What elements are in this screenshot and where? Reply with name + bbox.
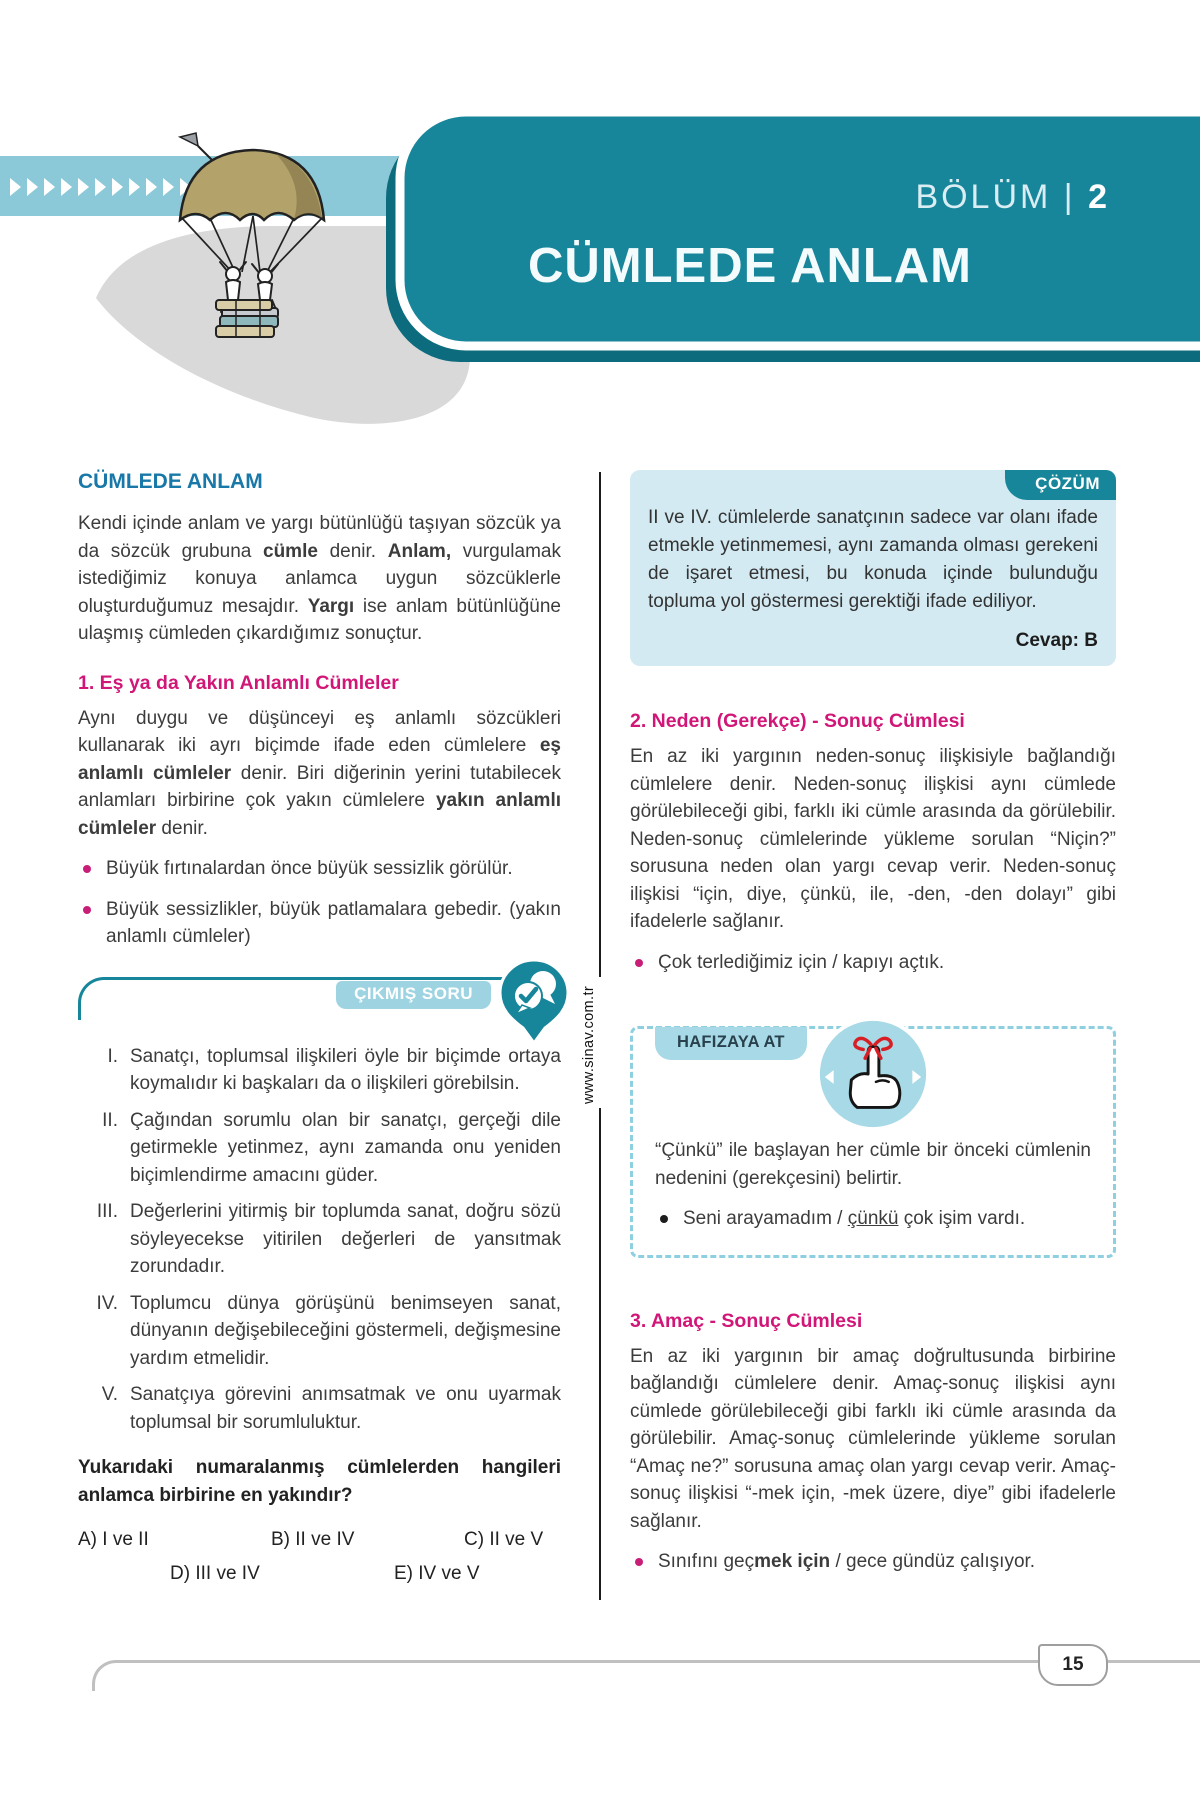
chapter-label: BÖLÜM | [915, 178, 1076, 216]
topic-heading: CÜMLEDE ANLAM [78, 470, 263, 493]
answer-options-row1 [78, 1529, 561, 1551]
list-item: V. Sanatçıya görevini anımsatmak ve onu uyarmak toplumsal bir sorumluluktur. [101, 1384, 561, 1433]
example-bullet: Seni arayamadım / çünkü çok işim vardı. [655, 1205, 1091, 1233]
bullet-dot-icon [660, 1215, 668, 1223]
memory-tip-text: “Çünkü” ile başlayan her cümle bir önceki cümlenin nedenini (gerekçesini) belirtir. [655, 1140, 1091, 1189]
option-c: C) II ve V [464, 1529, 544, 1550]
section3-paragraph: En az iki yargının bir amaç doğrultusunda birbirine bağlandığı cümlelere denir. Amaç-sonuç ilişkisi aynı cümlede görülebileceği gibi farklı iki cümle arasında da görülebilir. Amaç-sonuç cümlelerinde yükleme sorulan “Amaç ne?” sorusuna amaç olan yargı cevap verir. Amaç-sonuç ilişkisi “-mek için, -mek üzere, diye” gibi ifadelerle sağlanır. [630, 1345, 1116, 1532]
section1-heading: 1. Eş ya da Yakın Anlamlı Cümleler [78, 671, 399, 694]
column-divider [599, 1108, 601, 1600]
question-text: Yukarıdaki numaralanmış cümlelerden hangileri anlamca birbirine en yakındır? [78, 1457, 561, 1506]
book-stack [216, 300, 278, 337]
right-column [630, 470, 1116, 1576]
numbered-statements [78, 1043, 561, 1437]
solution-text: II ve IV. cümlelerde sanatçının sadece var olanı ifade etmekle yetinmemesi, aynı zamanda olması gerekeni de işaret etmesi, bu konuda içinde bulunduğu topluma yol göstermesi gerektiği ifade ediliyor. [648, 507, 1098, 612]
past-exam-question-box [78, 973, 561, 1031]
publisher-watermark: www.sinav.com.tr [581, 985, 597, 1104]
memory-box-label: HAFIZAYA AT [655, 1027, 807, 1060]
memory-tip-box [630, 1026, 1116, 1258]
solution-box-label: ÇÖZÜM [1005, 470, 1116, 500]
bullet-dot-icon [635, 1558, 643, 1566]
parachute-books-illustration [156, 122, 346, 340]
column-divider [599, 472, 601, 977]
section1-paragraph: Aynı duygu ve düşünceyi eş anlamlı sözcükleri kullanarak iki ayrı biçimde ifade eden cümlelere eş anlamlı cümleler denir. Biri diğerinin yerini tutabilecek anlamları birbirine çok yakın cümlelere yakın anlamlı cümleler denir. [78, 707, 562, 839]
left-column [78, 470, 561, 1585]
page-title: CÜMLEDE ANLAM [528, 239, 972, 293]
option-d: D) III ve IV [170, 1563, 260, 1584]
option-a: A) I ve II [78, 1529, 149, 1550]
page-number: 15 [1038, 1644, 1108, 1686]
answer-key: Cevap: B [1015, 630, 1098, 651]
option-e: E) IV ve V [394, 1563, 480, 1584]
section3 [630, 1310, 1116, 1576]
option-b: B) II ve IV [271, 1529, 355, 1550]
example-bullet: Sınıfını geçmek için / gece gündüz çalışıyor. [630, 1548, 1116, 1576]
bullet-dot-icon [635, 959, 643, 967]
section2-paragraph: En az iki yargının neden-sonuç ilişkisiyle bağlandığı cümlelere denir. Neden-sonuç ilişkisi aynı cümlede görülebileceği gibi, farklı iki cümle arasında da görülebilir. Neden-sonuç cümlelerinde yükleme sorulan “Niçin?” sorusuna neden olan yargı cevap verir. Neden-sonuç ilişkisi “için, diye, çünkü, ile, -den, -den dolayı” gibi ifadelerle sağlanır. [630, 746, 1116, 932]
example-bullet: Büyük fırtınalardan önce büyük sessizlik görülür. [78, 855, 561, 883]
flag-icon [180, 133, 198, 146]
list-item: II. Çağından sorumlu olan bir sanatçı, gerçeği dile getirmekle yetinmez, aynı zamanda onu yeniden biçimlendirme amacını güder. [102, 1109, 561, 1186]
solution-box [630, 470, 1116, 666]
chapter-indicator [688, 178, 1108, 217]
section2 [630, 710, 1116, 976]
example-bullet: Çok terlediğimiz için / kapıyı açtık. [630, 949, 1116, 977]
list-item: III. Değerlerini yitirmiş bir toplumda sanat, doğru sözü söyleyecekse yitirilen değerleri de yansıtmak zorundadır. [96, 1201, 561, 1277]
reminder-hand-icon [814, 1015, 932, 1133]
section2-heading: 2. Neden (Gerekçe) - Sonuç Cümlesi [630, 710, 965, 732]
answer-options-row2 [170, 1563, 561, 1585]
list-item: IV. Toplumcu dünya görüşünü benimseyen sanat, dünyanın değişebileceğini göstermeli, değişmesine yardım etmelidir. [96, 1292, 561, 1369]
banner-shape [400, 112, 1200, 346]
list-item: I. Sanatçı, toplumsal ilişkileri öyle bir biçimde ortaya koymalıdır ki başkaları da o ilişkileri görebilsin. [107, 1045, 561, 1094]
exam-box-label: ÇIKMIŞ SORU [336, 981, 491, 1009]
chapter-number: 2 [1088, 178, 1108, 216]
speech-bubble-check-icon [497, 957, 571, 1047]
bullet-dot-icon [83, 906, 91, 914]
intro-paragraph: Kendi içinde anlam ve yargı bütünlüğü taşıyan sözcük ya da sözcük grubuna cümle denir. Anlam, vurgulamak istediğimiz konuya anlamca uygun sözcüklerle oluşturduğumuz mesajdır. Yargı ise anlam bütünlüğüne ulaşmış cümleden çıkardığımız sonuçtur. [78, 513, 561, 644]
footer-rule [92, 1660, 1200, 1691]
example-bullet: Büyük sessizlikler, büyük patlamalara gebedir. (yakın anlamlı cümleler) [78, 896, 561, 951]
bullet-dot-icon [83, 865, 91, 873]
section3-heading: 3. Amaç - Sonuç Cümlesi [630, 1309, 863, 1332]
